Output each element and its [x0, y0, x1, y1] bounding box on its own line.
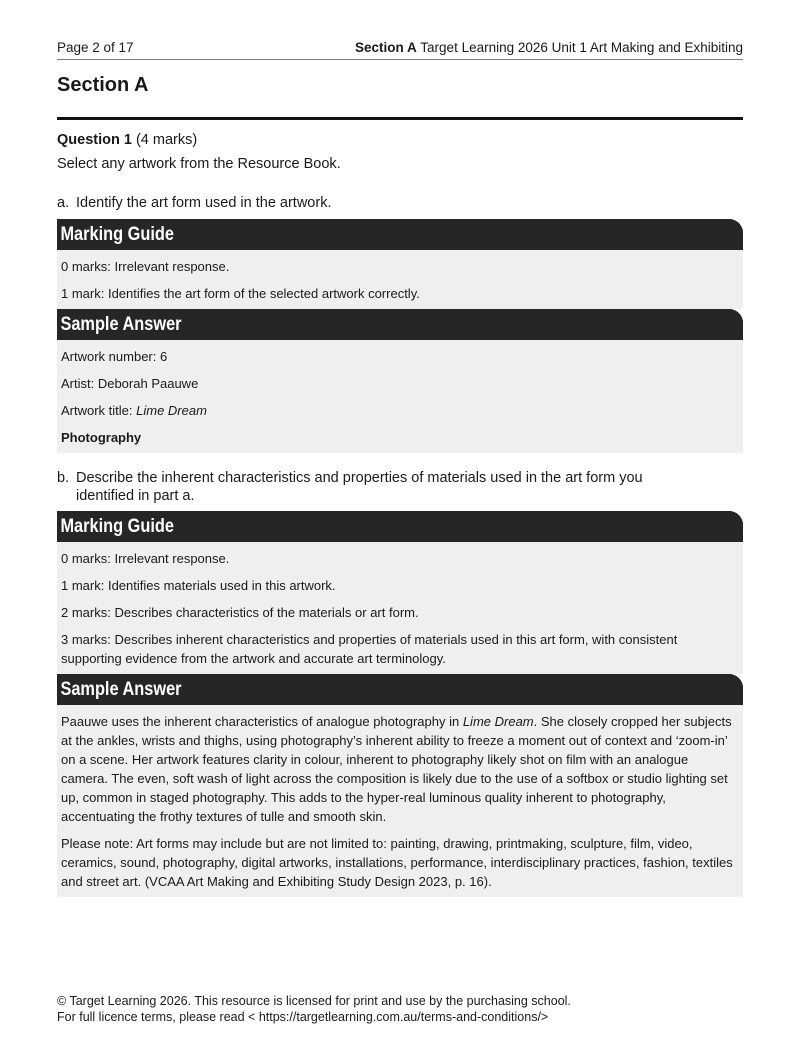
part-b-sample-answer [57, 674, 743, 897]
section-divider [57, 117, 743, 120]
artist-name: Artist: Deborah Paauwe [61, 376, 199, 391]
page-number: Page 2 of 17 [57, 40, 134, 55]
artwork-title-label: Artwork title: [61, 403, 137, 418]
running-section-label: Section A [355, 40, 417, 55]
sample-answer-paragraph [61, 712, 738, 826]
marking-guide-item: 1 mark: Identifies materials used in this artwork. [61, 578, 336, 593]
marking-guide-item: 2 marks: Describes characteristics of the materials or art form. [61, 605, 419, 620]
running-title-text: Target Learning 2026 Unit 1 Art Making and Exhibiting [420, 40, 743, 55]
page-footer [57, 993, 571, 1025]
marking-guide-item: 0 marks: Irrelevant response. [61, 259, 230, 274]
part-b-marking-guide [57, 511, 743, 674]
marking-guide-item: 3 marks: Describes inherent characteristics and properties of materials used in this art form, with consistent supporting evidence from the artwork and accurate art terminology. [61, 632, 678, 666]
part-b-label: b. [57, 470, 70, 486]
answer-text: Photography [61, 430, 142, 445]
part-a-marking-guide [57, 219, 743, 309]
content [57, 130, 743, 897]
question-instruction: Select any artwork from the Resource Book. [57, 156, 341, 172]
part-b-text: Describe the inherent characteristics and properties of materials used in the art form you identified in part a. [76, 470, 643, 504]
sample-answer-note: Please note: Art forms may include but are not limited to: painting, drawing, printmaking, sculpture, film, video, ceramics, sound, photography, digital artworks, installations, performance, interdisciplinary practices, fashion, textiles and street art. (VCAA Art Making and Exhibiting Study Design 2023, p. 16). [61, 836, 733, 889]
sample-answer-body [57, 705, 743, 897]
marking-guide-heading: Marking Guide [57, 511, 743, 542]
marking-guide-item: 0 marks: Irrelevant response. [61, 551, 230, 566]
licence-line: For full licence terms, please read < https://targetlearning.com.au/terms-and-conditions/> [57, 1010, 549, 1024]
sample-answer-body [57, 340, 743, 453]
copyright-line: © Target Learning 2026. This resource is licensed for print and use by the purchasing school. [57, 994, 571, 1008]
artwork-number: Artwork number: 6 [61, 349, 168, 364]
part-a-sample-answer [57, 309, 743, 453]
part-a-text: Identify the art form used in the artwork. [76, 195, 332, 211]
marking-guide-item: 1 mark: Identifies the art form of the selected artwork correctly. [61, 286, 420, 301]
part-a-label: a. [57, 195, 70, 211]
part-a-prompt [57, 194, 696, 212]
artwork-title [61, 401, 738, 420]
header-divider [57, 59, 743, 60]
marking-guide-body [57, 250, 743, 309]
section-title: Section A [57, 74, 149, 96]
part-b-prompt [57, 469, 696, 505]
paragraph-text-end: . She closely cropped her subjects at the ankles, wrists and thighs, using photography’s inherent ability to freeze a moment out of context and ‘zoom-in’ on a scene. Her artwork features clarity in colour, inherent to photography likely shot on film with an analogue camera. The even, soft wash of light across the composition is likely due to the use of a softbox or studio lighting set up, common in staged photography. This adds to the hyper-real luminous quality inherent to photography, accentuating the frothy textures of tulle and smooth skin. [61, 714, 732, 824]
question-marks: (4 marks) [135, 132, 198, 148]
artwork-title-italic: Lime Dream [462, 714, 534, 729]
marking-guide-heading: Marking Guide [57, 219, 743, 250]
question-heading [57, 130, 743, 150]
sample-answer-heading: Sample Answer [57, 309, 743, 340]
question-label: Question 1 [57, 132, 132, 148]
answer [61, 428, 738, 447]
artwork-title-value: Lime Dream [136, 403, 207, 418]
sample-answer-heading: Sample Answer [57, 674, 743, 705]
paragraph-text-start: Paauwe uses the inherent characteristics of analogue photography in [61, 714, 463, 729]
running-title [355, 38, 743, 58]
marking-guide-body [57, 542, 743, 674]
